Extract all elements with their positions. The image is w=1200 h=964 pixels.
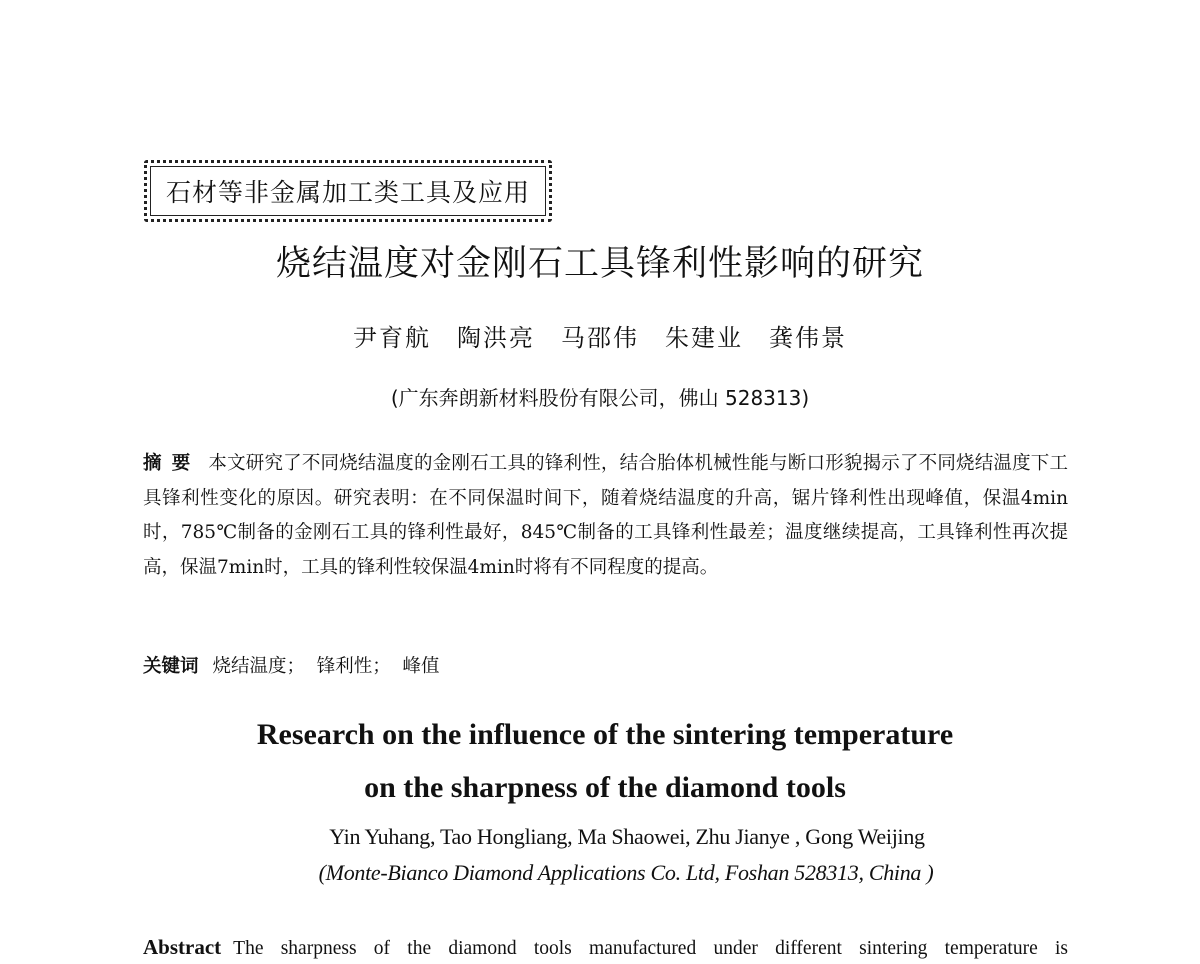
paper-title-en-line2: on the sharpness of the diamond tools (364, 771, 846, 804)
section-tag-text: 石材等非金属加工类工具及应用 (165, 178, 530, 207)
affiliation-en: (Monte-Bianco Diamond Applications Co. Ltd, Foshan 528313, China ) (318, 860, 934, 885)
paper-title-en-line1: Research on the influence of the sintering temperature (256, 718, 954, 751)
paper-title-cn: 烧结温度对金刚石工具锋利性影响的研究 (275, 244, 924, 284)
abstract-cn-text: 本文研究了不同烧结温度的金刚石工具的锋利性，结合胎体机械性能与断口形貌揭示了不同烧结温度下工具锋利性变化的原因。研究表明：在不同保温时间下，随着烧结温度的升高，锯片锋利性出现峰值，保温4min时，785℃制备的金刚石工具的锋利性最好，845℃制备的工具锋利性最差；温度继续提高，工具锋利性再次提高，保温7min时，工具的锋利性较保温4min时将有不同程度的提高。 (143, 453, 1068, 578)
abstract-en-label: Abstract (143, 935, 222, 959)
keywords-cn (143, 652, 1068, 678)
abstract-en-text: The sharpness of the diamond tools manufactured under different sintering temperature is (233, 938, 1068, 959)
abstract-cn-label: 摘要 (143, 453, 201, 474)
affiliation-cn: (广东奔朗新材料股份有限公司，佛山 528313) (390, 386, 810, 410)
abstract-cn (143, 447, 1068, 585)
keywords-cn-label: 关键词 (143, 656, 199, 677)
section-tag-box (144, 160, 552, 222)
authors-en: Yin Yuhang, Tao Hongliang, Ma Shaowei, Zhu Jianye , Gong Weijing (329, 824, 925, 849)
abstract-en (143, 932, 1068, 964)
authors-cn: 尹育航 陶洪亮 马邵伟 朱建业 龚伟景 (353, 324, 847, 352)
keywords-cn-text: 烧结温度； 锋利性； 峰值 (212, 656, 440, 677)
